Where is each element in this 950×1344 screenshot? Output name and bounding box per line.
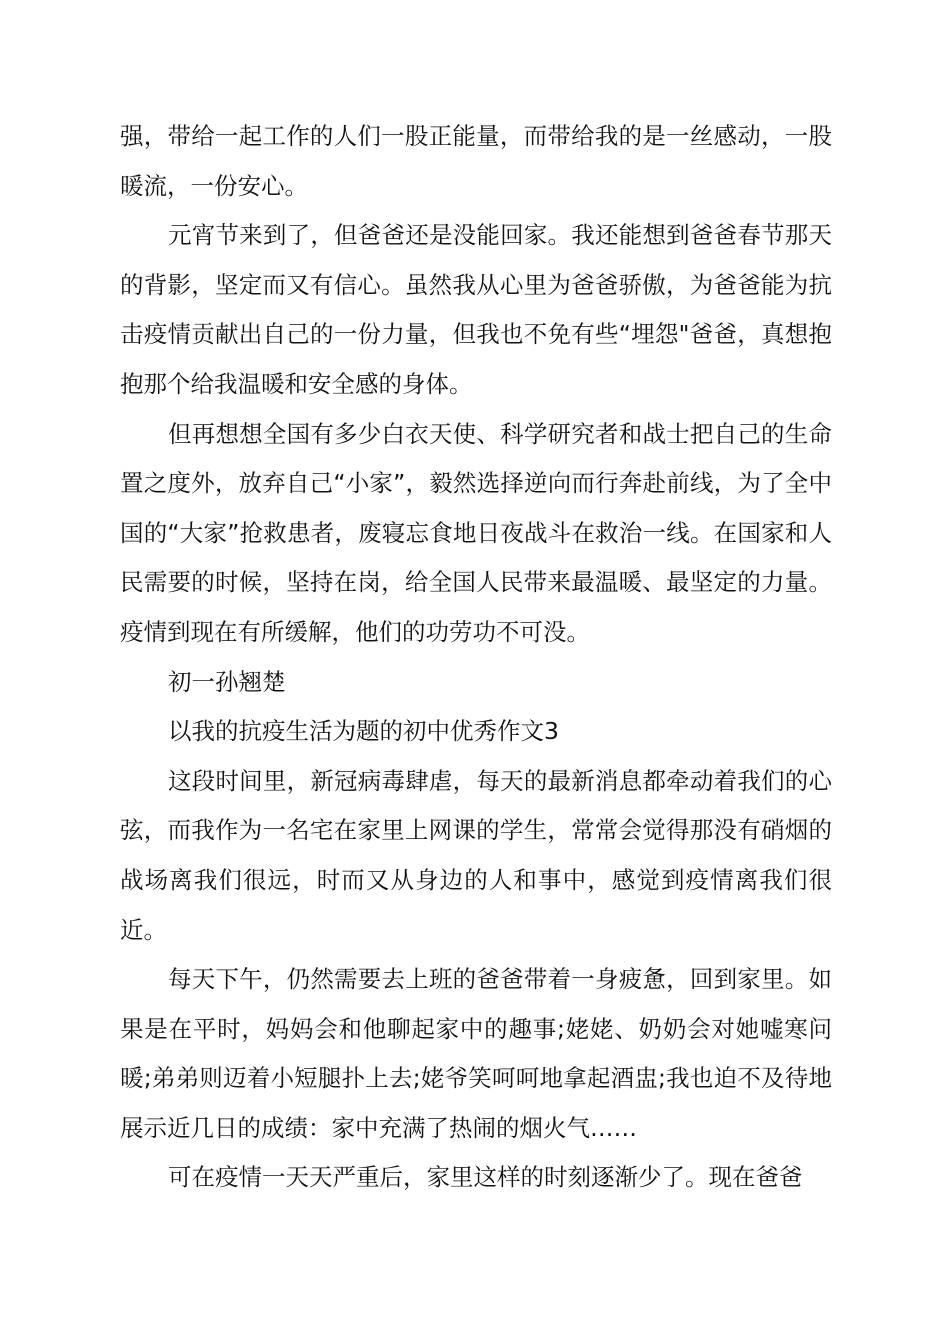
paragraph-lantern-festival: 元宵节来到了，但爸爸还是没能回家。我还能想到爸爸春节那天的背影，坚定而又有信心。虽然我从心里为爸爸骄傲，为爸爸能为抗击疫情贡献出自己的一份力量，但我也不免有些“埋怨"爸爸，真想抱抱那个给我温暖和安全感的身体。 [120, 221, 832, 398]
essay-title: 以我的抗疫生活为题的初中优秀作文3 [168, 717, 559, 746]
paragraph-medical-workers: 但再想想全国有多少白衣天使、科学研究者和战士把自己的生命置之度外，放弃自己“小家”，毅然选择逆向而行奔赴前线，为了全中国的“大家”抢救患者，废寝忘食地日夜战斗在救治一线。在国家和人民需要的时候，坚持在岗，给全国人民带来最温暖、最坚定的力量。疫情到现在有所缓解，他们的功劳功不可没。 [120, 419, 832, 646]
paragraph-virus-news: 这段时间里，新冠病毒肆虐，每天的最新消息都牵动着我们的心弦，而我作为一名宅在家里上网课的学生，常常会觉得那没有硝烟的战场离我们很远，时而又从身边的人和事中，感觉到疫情离我们很近。 [120, 766, 832, 944]
essay-body [120, 112, 832, 1203]
paragraph-family-evening: 每天下午，仍然需要去上班的爸爸带着一身疲惫，回到家里。如果是在平时，妈妈会和他聊起家中的趣事;姥姥、奶奶会对她嘘寒问暖;弟弟则迈着小短腿扑上去;姥爷笑呵呵地拿起酒盅;我也迫不及待地展示近几日的成绩：家中充满了热闹的烟火气…… [120, 965, 832, 1142]
author-signature: 初一孙翘楚 [168, 667, 286, 696]
paragraph-epidemic-change: 可在疫情一天天严重后，家里这样的时刻逐渐少了。现在爸爸 [168, 1163, 803, 1192]
paragraph-continuation: 强，带给一起工作的人们一股正能量，而带给我的是一丝感动，一股暖流，一份安心。 [120, 122, 832, 200]
